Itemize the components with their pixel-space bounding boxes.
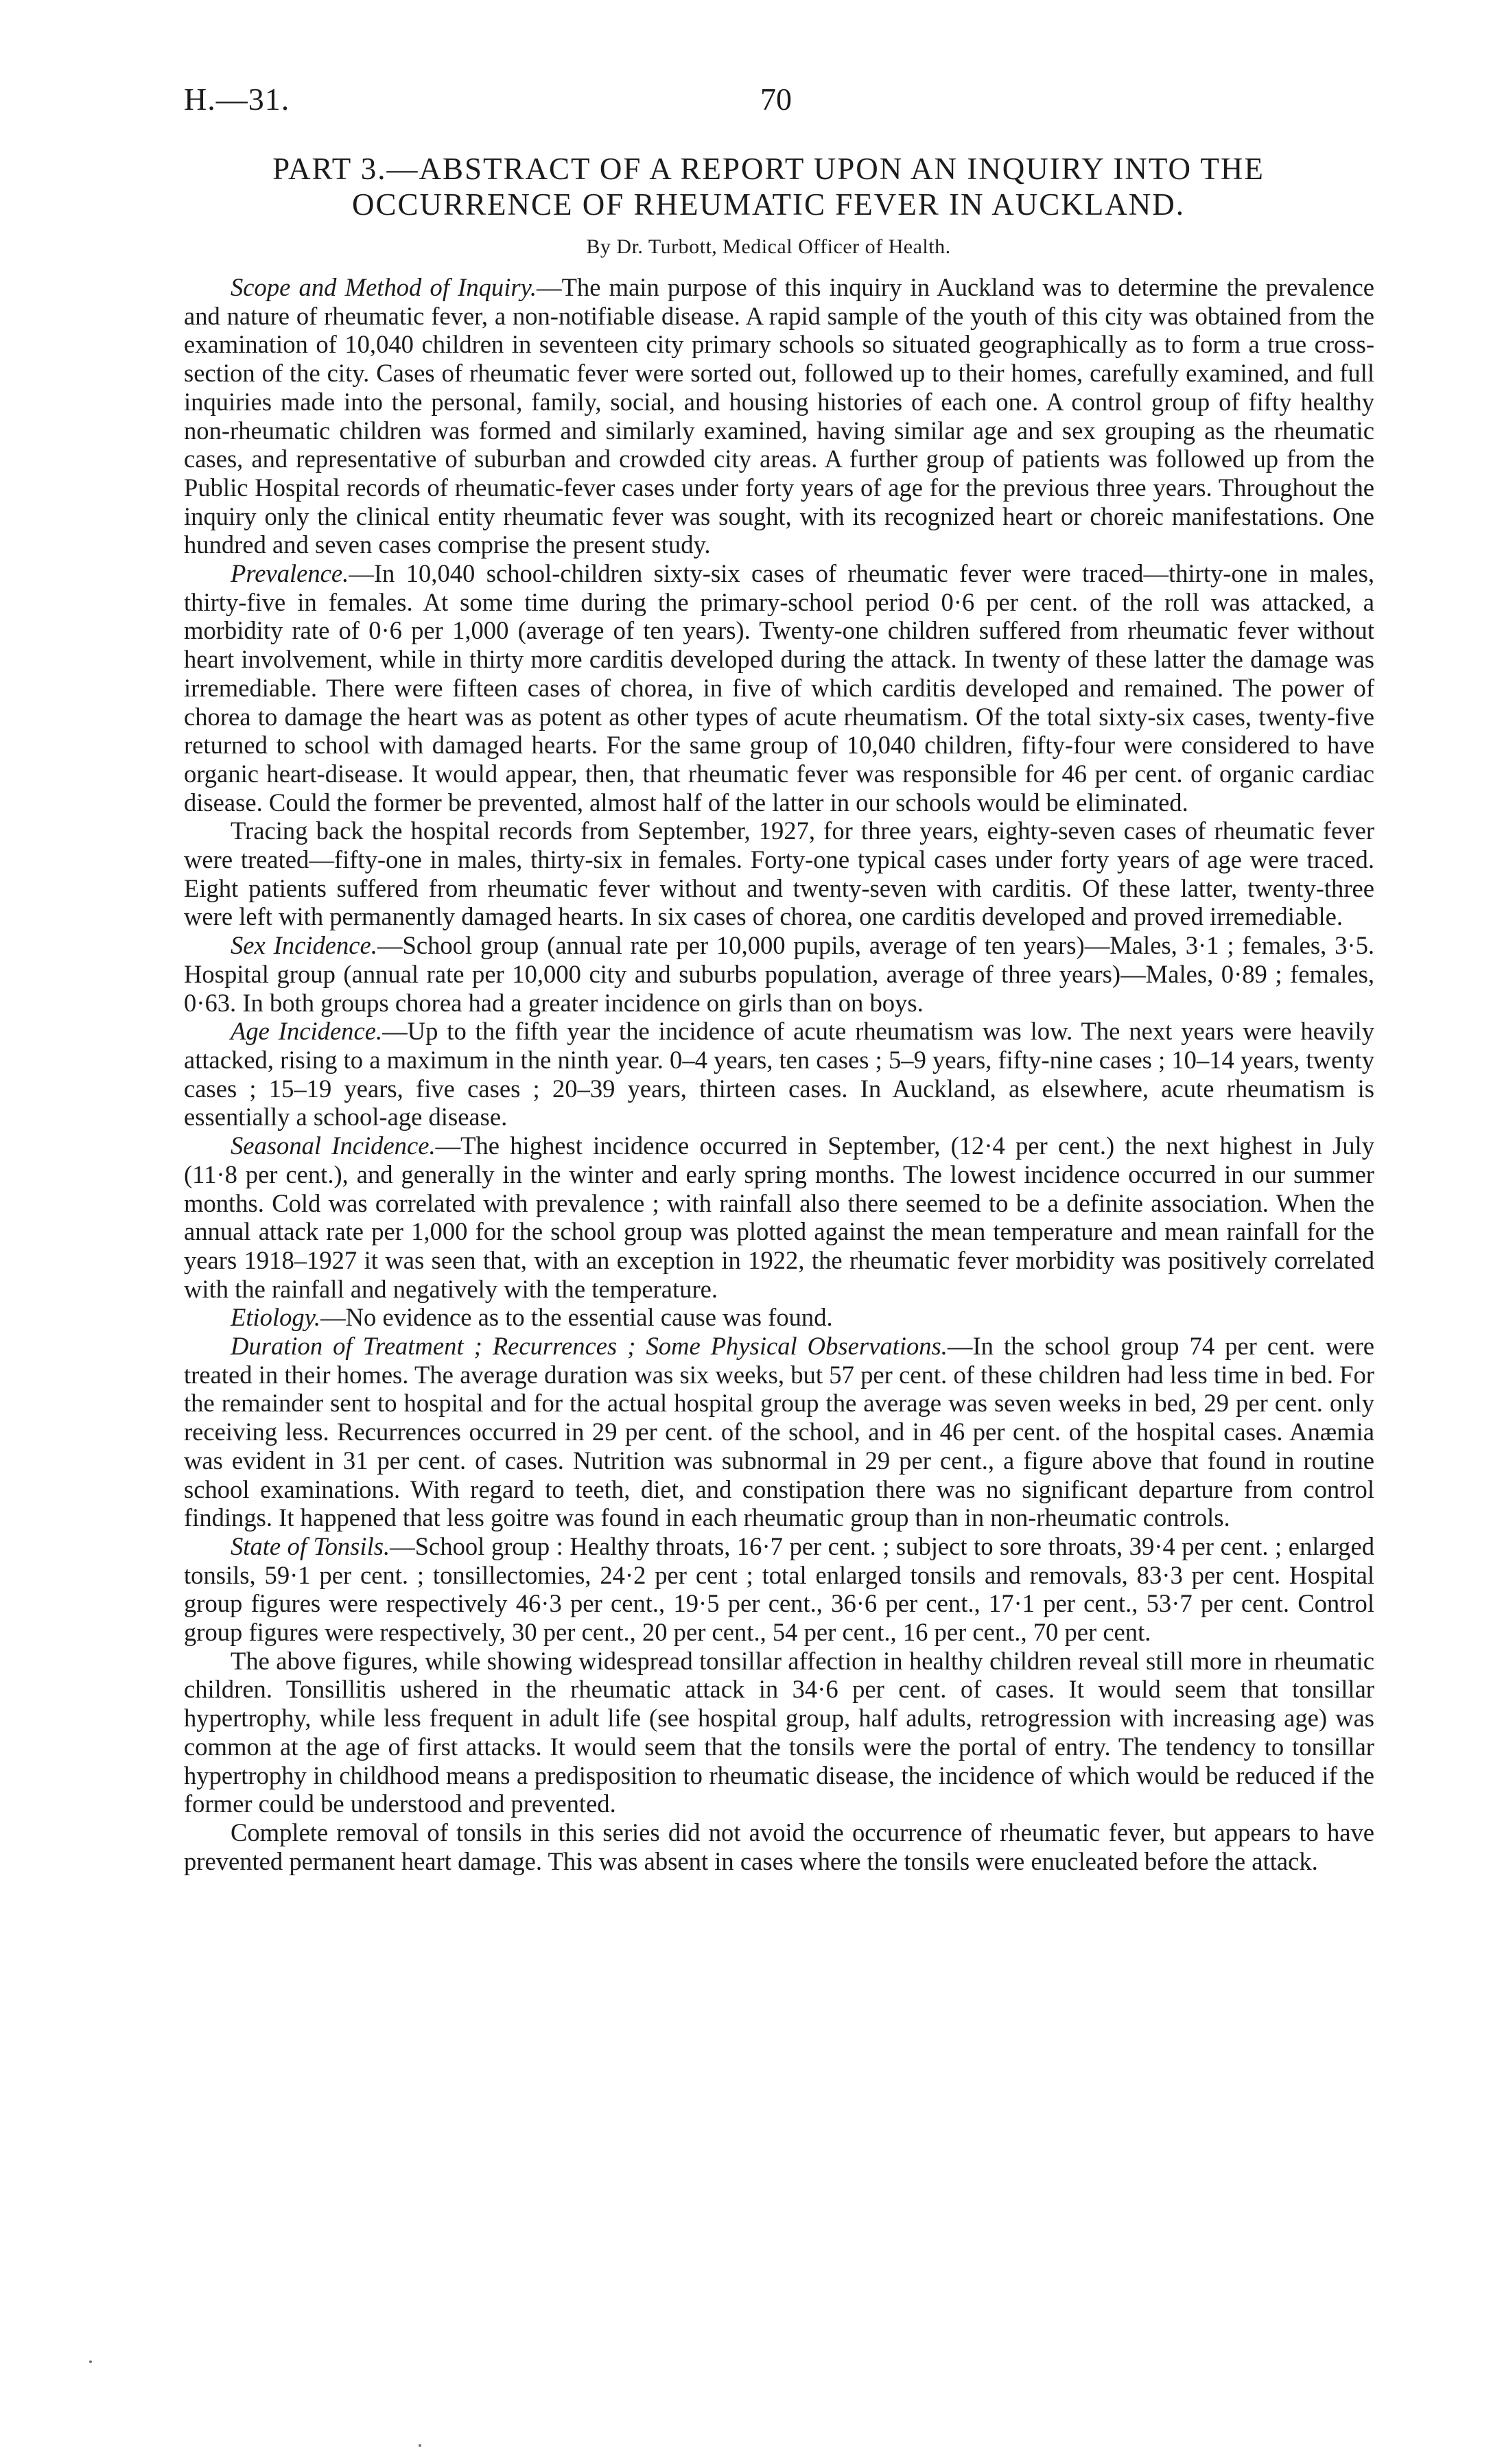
- text-seasonal-incidence: —The highest incidence occurred in September, (12·4 per cent.) the next highest in July (11·8 per cent.), and generally in the winter and early spring months. The lowest incidence occurred in our summer months. Cold was correlated with prevalence ; with rainfall also there seemed to be a definite association. When the annual attack rate per 1,000 for the school group was plotted against the mean temperature and mean rainfall for the years 1918–1927 it was seen that, with an exception in 1922, the rheumatic fever morbidity was positively correlated with the rainfall and negatively with the temperature.: [184, 1131, 1374, 1303]
- scan-speck: [89, 2360, 92, 2363]
- byline: By Dr. Turbott, Medical Officer of Health.: [586, 235, 951, 258]
- heading-age-incidence: Age Incidence.: [231, 1017, 383, 1046]
- paragraph-duration-of-treatment: [184, 1332, 1374, 1532]
- report-title-line-2: OCCURRENCE OF RHEUMATIC FEVER IN AUCKLAND.: [351, 187, 1186, 222]
- text-state-of-tonsils: —School group : Healthy throats, 16·7 per cent. ; subject to sore throats, 39·4 per cent. ; enlarged tonsils, 59·1 per cent. ; tonsillectomies, 24·2 per cent ; total enlarged tonsils and removals, 83·3 per cent. Hospital group figures were respectively 46·3 per cent., 19·5 per cent., 36·6 per cent., 17·1 per cent., 53·7 per cent. Control group figures were respectively, 30 per cent., 20 per cent., 54 per cent., 16 per cent., 70 per cent.: [184, 1532, 1374, 1647]
- scan-speck: [419, 2444, 421, 2447]
- paragraph-prevalence: [184, 559, 1374, 817]
- page-code: H.—31.: [184, 82, 290, 117]
- paragraph-state-of-tonsils: [184, 1532, 1374, 1647]
- text-prevalence: —In 10,040 school-children sixty-six cases of rheumatic fever were traced—thirty-one in males, thirty-five in females. At some time during the primary-school period 0·6 per cent. of the roll was attacked, a morbidity rate of 0·6 per 1,000 (average of ten years). Twenty-one children suffered from rheumatic fever without heart involvement, while in thirty more carditis developed during the attack. In twenty of these latter the damage was irremediable. There were fifteen cases of chorea, in five of which carditis developed and remained. The power of chorea to damage the heart was as potent as other types of acute rheumatism. Of the total sixty-six cases, twenty-five returned to school with damaged hearts. For the same group of 10,040 children, fifty-four were considered to have organic heart-disease. It would appear, then, that rheumatic fever was responsible for 46 per cent. of organic cardiac disease. Could the former be prevented, almost half of the latter in our schools would be eliminated.: [184, 559, 1374, 817]
- text-scope: —The main purpose of this inquiry in Auckland was to determine the prevalence and nature of rheumatic fever, a non-notifiable disease. A rapid sample of the youth of this city was obtained from the examination of 10,040 children in seventeen city primary schools so situated geographically as to form a true cross-section of the city. Cases of rheumatic fever were sorted out, followed up to their homes, carefully examined, and full inquiries made into the personal, family, social, and housing histories of each one. A control group of fifty healthy non-rheumatic children was formed and similarly examined, having similar age and sex grouping as the rheumatic cases, and representative of suburban and crowded city areas. A further group of patients was followed up from the Public Hospital records of rheumatic-fever cases under forty years of age for the previous three years. Throughout the inquiry only the clinical entity rheumatic fever was sought, with its recognized heart or choreic manifestations. One hundred and seven cases comprise the present study.: [184, 273, 1374, 559]
- report-body: [184, 273, 1374, 1875]
- paragraph-scope: [184, 273, 1374, 559]
- text-tonsillar-affection: The above figures, while showing widespread tonsillar affection in healthy children reveal still more in rheumatic children. Tonsillitis ushered in the rheumatic attack in 34·6 per cent. of cases. It would seem that tonsillar hypertrophy, while less frequent in adult life (see hospital group, half adults, retrogression with increasing age) was common at the age of first attacks. It would seem that the tonsils were the portal of entry. The tendency to tonsillar hypertrophy in childhood means a predisposition to rheumatic disease, the incidence of which would be reduced if the former could be understood and prevented.: [184, 1646, 1374, 1818]
- paragraph-hospital-records: [184, 817, 1374, 931]
- text-complete-removal: Complete removal of tonsils in this series did not avoid the occurrence of rheumatic fever, but appears to have prevented permanent heart damage. This was absent in cases where the tonsils were enucleated before the attack.: [184, 1818, 1374, 1875]
- heading-state-of-tonsils: State of Tonsils.: [231, 1532, 390, 1560]
- paragraph-age-incidence: [184, 1017, 1374, 1131]
- paragraph-complete-removal: [184, 1818, 1374, 1875]
- heading-scope: Scope and Method of Inquiry.: [231, 273, 537, 301]
- paragraph-etiology: [184, 1303, 1374, 1332]
- text-sex-incidence: —School group (annual rate per 10,000 pupils, average of ten years)—Males, 3·1 ; females, 3·5. Hospital group (annual rate per 10,000 city and suburbs population, average of three years)—Males, 0·89 ; females, 0·63. In both groups chorea had a greater incidence on girls than on boys.: [184, 931, 1374, 1017]
- report-title-line-1: PART 3.—ABSTRACT OF A REPORT UPON AN INQUIRY INTO THE: [272, 152, 1265, 186]
- heading-sex-incidence: Sex Incidence.: [231, 931, 377, 960]
- paragraph-seasonal-incidence: [184, 1131, 1374, 1303]
- paragraph-tonsillar-affection: [184, 1647, 1374, 1818]
- heading-prevalence: Prevalence.: [231, 559, 349, 588]
- text-hospital-records: Tracing back the hospital records from September, 1927, for three years, eighty-seven cases of rheumatic fever were treated—fifty-one in males, thirty-six in females. Forty-one typical cases under forty years of age were traced. Eight patients suffered from rheumatic fever without and twenty-seven with carditis. Of these latter, twenty-three were left with permanently damaged hearts. In six cases of chorea, one carditis developed and proved irremediable.: [184, 817, 1374, 931]
- page-number: 70: [760, 82, 792, 117]
- text-etiology: —No evidence as to the essential cause was found.: [320, 1303, 833, 1332]
- heading-duration-of-treatment: Duration of Treatment ; Recurrences ; Some Physical Observations.: [231, 1332, 948, 1361]
- text-duration-of-treatment: —In the school group 74 per cent. were treated in their homes. The average duration was six weeks, but 57 per cent. of these children had less time in bed. For the remainder sent to hospital and for the actual hospital group the average was seven weeks in bed, 29 per cent. only receiving less. Recurrences occurred in 29 per cent. of the school, and in 46 per cent. of the hospital cases. Anæmia was evident in 31 per cent. of cases. Nutrition was subnormal in 29 per cent., a figure above that found in routine school examinations. With regard to teeth, diet, and constipation there was no significant departure from control findings. It happened that less goitre was found in each rheumatic group than in non-rheumatic controls.: [184, 1332, 1375, 1532]
- heading-etiology: Etiology.: [231, 1303, 321, 1332]
- text-age-incidence: —Up to the fifth year the incidence of acute rheumatism was low. The next years were heavily attacked, rising to a maximum in the ninth year. 0–4 years, ten cases ; 5–9 years, fifty-nine cases ; 10–14 years, twenty cases ; 15–19 years, five cases ; 20–39 years, thirteen cases. In Auckland, as elsewhere, acute rheumatism is essentially a school-age disease.: [184, 1017, 1374, 1131]
- heading-seasonal-incidence: Seasonal Incidence.: [231, 1131, 436, 1160]
- paragraph-sex-incidence: [184, 931, 1374, 1017]
